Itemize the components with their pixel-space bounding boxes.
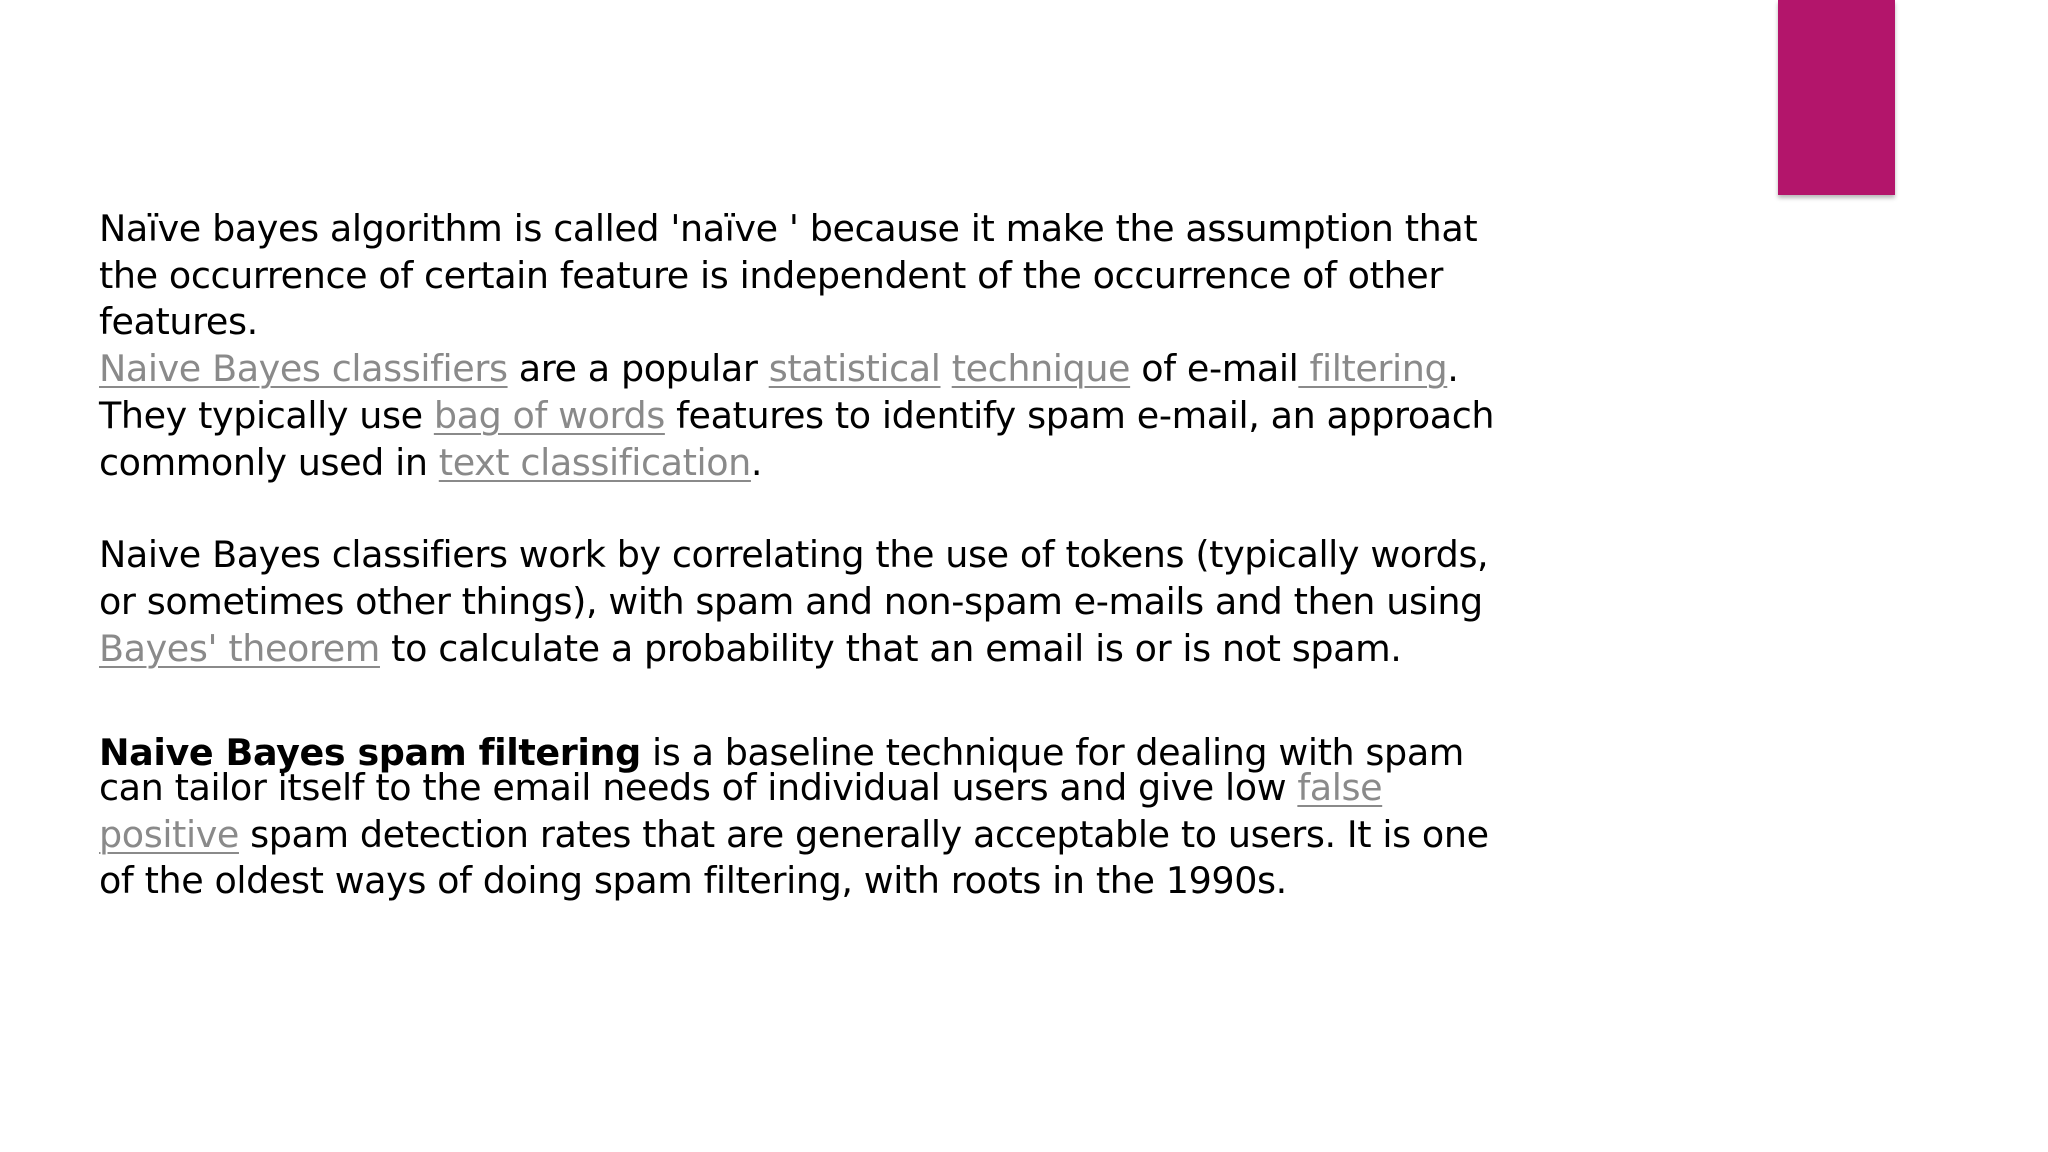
text-run: is a baseline technique for dealing with spam <box>640 731 1464 775</box>
text-line: the occurrence of certain feature is independent of the occurrence of other <box>99 253 1443 297</box>
accent-bar <box>1778 0 1895 195</box>
text-run: features to identify spam e-mail, an approach <box>664 393 1495 437</box>
link-statistical[interactable]: statistical <box>768 347 941 391</box>
text-line: or sometimes other things), with spam and non-spam e-mails and then using <box>99 579 1483 623</box>
text-line: Naive Bayes classifiers work by correlating the use of tokens (typically words, <box>99 533 1489 577</box>
text-run: are a popular <box>507 347 769 391</box>
text-run: commonly used in <box>99 440 439 484</box>
paragraph-naive-definition <box>99 206 1479 346</box>
text-run: They typically use <box>99 393 434 437</box>
text-line <box>99 393 1495 440</box>
link-naive-bayes-classifiers[interactable]: Naive Bayes classifiers <box>99 347 508 391</box>
paragraph-spam-filtering <box>99 730 1489 905</box>
text-line <box>99 765 1479 812</box>
text-line <box>99 440 1479 487</box>
text-run: . <box>750 440 763 484</box>
text-line: features. <box>99 300 258 344</box>
text-run <box>941 347 952 390</box>
paragraph-how-it-works <box>99 532 1489 672</box>
link-bag-of-words[interactable]: bag of words <box>433 393 665 437</box>
text-run: to calculate a probability that an email is or is not spam. <box>379 626 1402 670</box>
text-run: can tailor itself to the email needs of individual users and give low <box>99 766 1298 810</box>
bold-term: Naive Bayes spam filtering <box>99 731 641 775</box>
text-line <box>99 626 1479 673</box>
text-line: Naïve bayes algorithm is called 'naïve ' because it make the assumption that <box>99 207 1478 250</box>
paragraph-spacer <box>99 486 1479 532</box>
paragraph-classifiers <box>99 346 1495 486</box>
link-bayes-theorem[interactable]: Bayes' theorem <box>99 626 380 670</box>
text-line <box>99 346 1479 393</box>
slide-body <box>99 206 1495 905</box>
paragraph-spacer <box>99 672 1479 730</box>
link-false-positive[interactable]: false <box>1297 766 1383 810</box>
link-filtering[interactable]: filtering <box>1298 347 1448 391</box>
text-run: of e-mail <box>1130 347 1299 391</box>
text-line <box>99 812 1489 859</box>
link-text-classification[interactable]: text classification <box>438 440 751 484</box>
link-technique[interactable]: technique <box>951 347 1131 391</box>
text-run: . <box>1447 347 1459 391</box>
text-line: of the oldest ways of doing spam filtering, with roots in the 1990s. <box>99 859 1287 903</box>
text-run: spam detection rates that are generally acceptable to users. It is one <box>238 812 1489 856</box>
link-false-positive-cont[interactable]: positive <box>99 812 239 856</box>
